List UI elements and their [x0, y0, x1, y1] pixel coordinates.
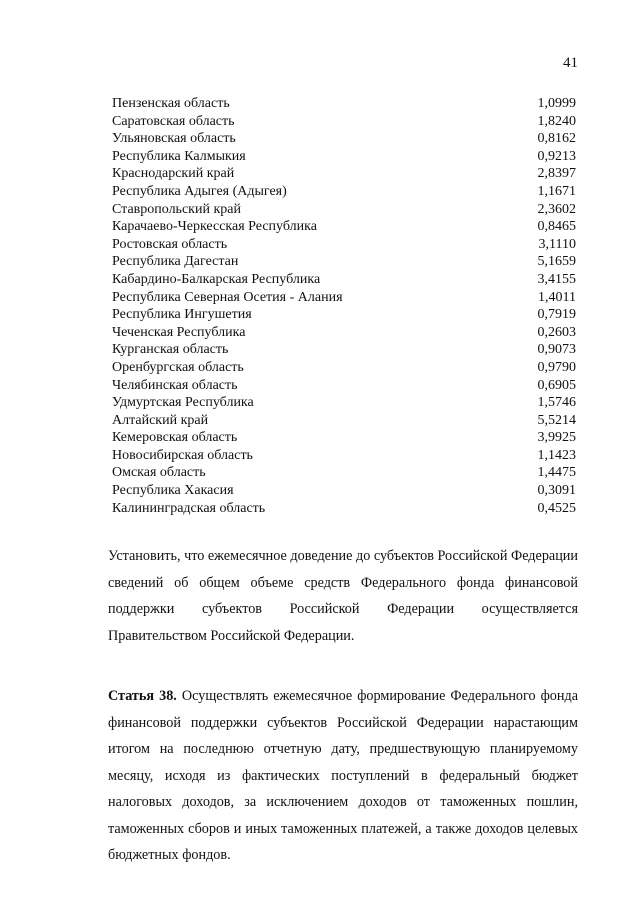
table-row: [112, 201, 576, 219]
region-value: 5,1659: [537, 254, 576, 270]
region-name: Омская область: [112, 465, 206, 481]
region-name: Курганская область: [112, 342, 229, 358]
table-row: [112, 394, 576, 412]
region-value: 0,3091: [537, 483, 576, 499]
region-value: 5,5214: [537, 412, 576, 428]
region-name: Ульяновская область: [112, 131, 236, 147]
region-value: 0,9213: [537, 148, 576, 164]
region-value: 1,5746: [537, 395, 576, 411]
table-row: [112, 183, 576, 201]
table-row: [112, 324, 576, 342]
page-number: 41: [563, 55, 578, 71]
region-name: Краснодарский край: [112, 166, 235, 182]
table-row: [112, 271, 576, 289]
table-row: [112, 341, 576, 359]
region-coefficient-table: [112, 95, 576, 517]
region-value: 3,4155: [537, 271, 576, 287]
region-value: 0,2603: [537, 324, 576, 340]
region-value: 0,8162: [537, 131, 576, 147]
region-value: 0,4525: [537, 500, 576, 516]
table-row: [112, 95, 576, 113]
region-value: 1,8240: [537, 113, 576, 129]
region-name: Карачаево-Черкесская Республика: [112, 219, 317, 235]
table-row: [112, 289, 576, 307]
table-row: [112, 130, 576, 148]
table-row: [112, 165, 576, 183]
region-name: Новосибирская область: [112, 447, 253, 463]
table-row: [112, 482, 576, 500]
region-value: 3,9925: [537, 430, 576, 446]
region-value: 0,9790: [537, 359, 576, 375]
table-row: [112, 236, 576, 254]
table-row: [112, 500, 576, 518]
article-text: Осуществлять ежемесячное формирование Федерального фонда финансовой поддержки субъектов Российской Федерации нарастающим итогом на последнюю отчетную дату, предшествующую планируемому месяцу, исходя из фактических поступлений в федеральный бюджет налоговых доходов, за исключением доходов от таможенных пошлин, таможенных сборов и иных таможенных платежей, а также доходов целевых бюджетных фондов.: [108, 688, 578, 863]
paragraph-establish: Установить, что ежемесячное доведение до субъектов Российской Федерации сведений об общем объеме средств Федерального фонда финансовой поддержки субъектов Российской Федерации осуществляется Правительством Российской Федерации.: [108, 548, 578, 644]
region-value: 0,9073: [537, 342, 576, 358]
region-value: 1,4011: [538, 289, 576, 305]
region-value: 0,7919: [537, 307, 576, 323]
article-38-paragraph: [108, 683, 578, 869]
region-value: 1,0999: [537, 96, 576, 111]
region-name: Республика Адыгея (Адыгея): [112, 183, 287, 199]
region-value: 0,8465: [537, 219, 576, 235]
table-row: [112, 412, 576, 430]
region-name: Кемеровская область: [112, 430, 238, 446]
region-value: 1,1671: [537, 183, 576, 199]
region-name: Пензенская область: [112, 96, 230, 111]
region-value: 0,6905: [537, 377, 576, 393]
region-value: 2,3602: [537, 201, 576, 217]
region-value: 1,1423: [537, 447, 576, 463]
region-name: Саратовская область: [112, 113, 235, 129]
article-label: Статья 38.: [108, 688, 177, 704]
region-name: Республика Северная Осетия - Алания: [112, 289, 343, 305]
region-name: Республика Ингушетия: [112, 307, 252, 323]
table-row: [112, 377, 576, 395]
region-name: Оренбургская область: [112, 359, 244, 375]
region-name: Республика Хакасия: [112, 483, 234, 499]
region-value: 1,4475: [537, 465, 576, 481]
region-name: Алтайский край: [112, 412, 209, 428]
table-row: [112, 218, 576, 236]
table-row: [112, 253, 576, 271]
table-row: [112, 464, 576, 482]
region-name: Республика Дагестан: [112, 254, 239, 270]
region-value: 3,1110: [538, 236, 576, 252]
region-name: Челябинская область: [112, 377, 238, 393]
table-row: [112, 148, 576, 166]
region-name: Республика Калмыкия: [112, 148, 246, 164]
region-name: Калининградская область: [112, 500, 266, 516]
region-name: Ставропольский край: [112, 201, 241, 217]
region-name: Чеченская Республика: [112, 324, 246, 340]
table-row: [112, 359, 576, 377]
table-row: [112, 113, 576, 131]
region-name: Кабардино-Балкарская Республика: [112, 271, 321, 287]
table-row: [112, 429, 576, 447]
region-rows: [112, 95, 576, 517]
table-row: [112, 306, 576, 324]
table-row: [112, 447, 576, 465]
region-value: 2,8397: [537, 166, 576, 182]
region-name: Удмуртская Республика: [112, 395, 254, 411]
region-name: Ростовская область: [112, 236, 228, 252]
